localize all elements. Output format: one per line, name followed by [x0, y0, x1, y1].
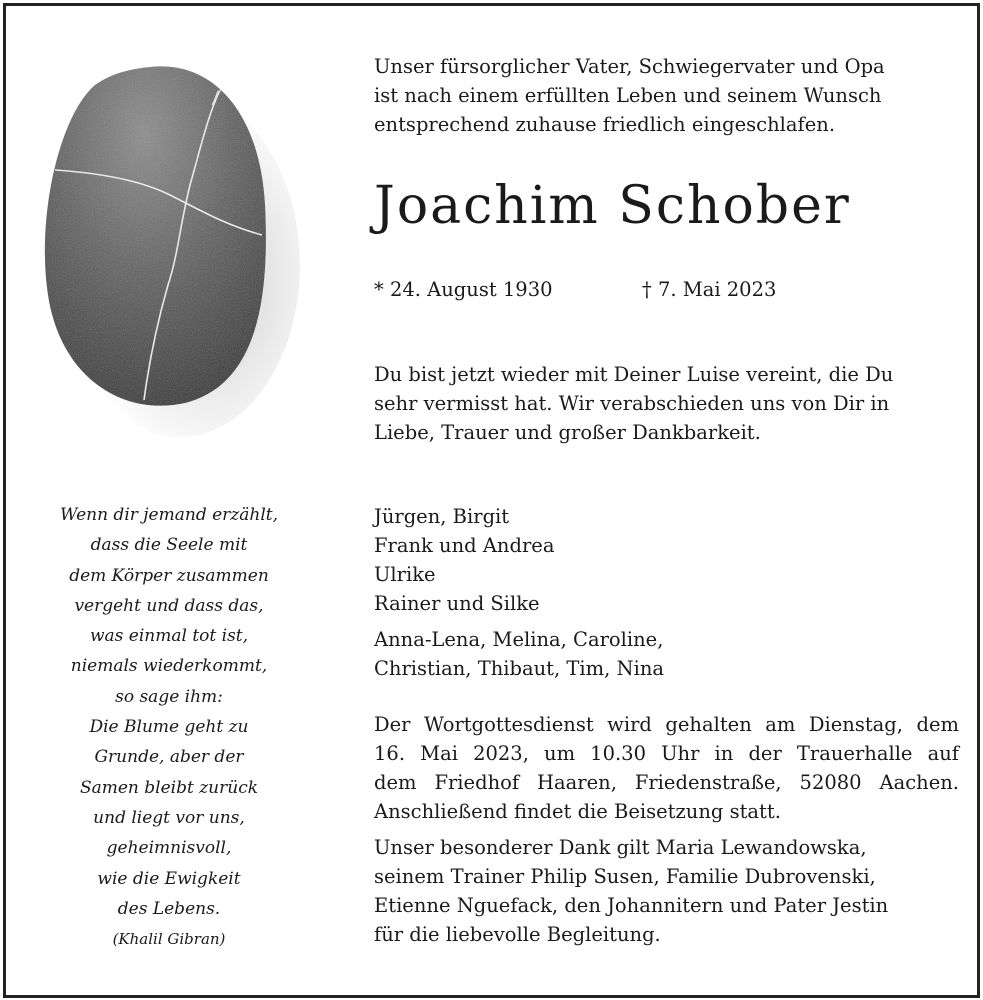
thanks-line: seinem Trainer Philip Susen, Familie Dubrovenski, — [374, 865, 876, 888]
poem-line: Samen bleibt zurück — [79, 777, 259, 798]
family-line: Frank und Andrea — [374, 534, 555, 557]
death-date: † 7. Mai 2023 — [642, 278, 777, 301]
poem-author: (Khalil Gibran) — [112, 930, 226, 949]
poem-line: und liegt vor uns, — [93, 807, 245, 828]
poem-line: niemals wiederkommt, — [70, 656, 268, 677]
birth-date: * 24. August 1930 — [374, 278, 553, 301]
family-line: Rainer und Silke — [374, 592, 540, 615]
thanks-line: Unser besonderer Dank gilt Maria Lewandowska, — [374, 836, 867, 859]
family-children — [374, 502, 959, 618]
intro-line: entsprechend zuhause friedlich eingeschlafen. — [374, 113, 836, 136]
service-info — [374, 710, 959, 826]
farewell-text — [374, 360, 959, 447]
life-dates — [374, 275, 959, 304]
poem-line: vergeht und dass das, — [74, 595, 264, 616]
poem-line: des Lebens. — [117, 898, 221, 919]
poem — [20, 500, 318, 954]
intro-line: Unser fürsorglicher Vater, Schwiegervater und Opa — [374, 55, 885, 78]
poem-line: was einmal tot ist, — [89, 626, 249, 647]
thanks-line: für die liebevolle Begleitung. — [374, 923, 661, 946]
thanks-line: Etienne Nguefack, den Johannitern und Pater Jestin — [374, 894, 889, 917]
deceased-name: Joachim Schober — [374, 176, 851, 236]
intro-line: ist nach einem erfüllten Leben und seinem Wunsch — [374, 84, 882, 107]
poem-line: wie die Ewigkeit — [97, 868, 241, 889]
intro-text — [374, 52, 959, 139]
family-line: Ulrike — [374, 563, 436, 586]
service-line: 16. Mai 2023, um 10.30 Uhr in der Trauerhalle auf — [374, 742, 959, 765]
family-line: Anna-Lena, Melina, Caroline, — [374, 628, 664, 651]
stone-with-cross-icon — [40, 55, 300, 440]
poem-line: dem Körper zusammen — [69, 565, 269, 586]
poem-line: so sage ihm: — [115, 686, 223, 707]
poem-line: Die Blume geht zu — [89, 717, 249, 738]
poem-line: geheimnisvoll, — [106, 838, 232, 859]
poem-line: dass die Seele mit — [90, 535, 248, 556]
family-grandchildren — [374, 625, 959, 683]
farewell-line: Du bist jetzt wieder mit Deiner Luise vereint, die Du — [374, 363, 894, 386]
poem-line: Grunde, aber der — [94, 747, 244, 768]
thanks-text — [374, 833, 959, 949]
service-line: Der Wortgottesdienst wird gehalten am Dienstag, dem — [374, 713, 959, 736]
service-line: dem Friedhof Haaren, Friedenstraße, 52080 Aachen. — [374, 771, 959, 794]
family-line: Christian, Thibaut, Tim, Nina — [374, 657, 665, 680]
family-line: Jürgen, Birgit — [374, 505, 510, 528]
farewell-line: sehr vermisst hat. Wir verabschieden uns von Dir in — [374, 392, 890, 415]
service-line: Anschließend findet die Beisetzung statt. — [374, 800, 781, 823]
poem-line: Wenn dir jemand erzählt, — [59, 505, 279, 525]
farewell-line: Liebe, Trauer und großer Dankbarkeit. — [374, 421, 761, 444]
